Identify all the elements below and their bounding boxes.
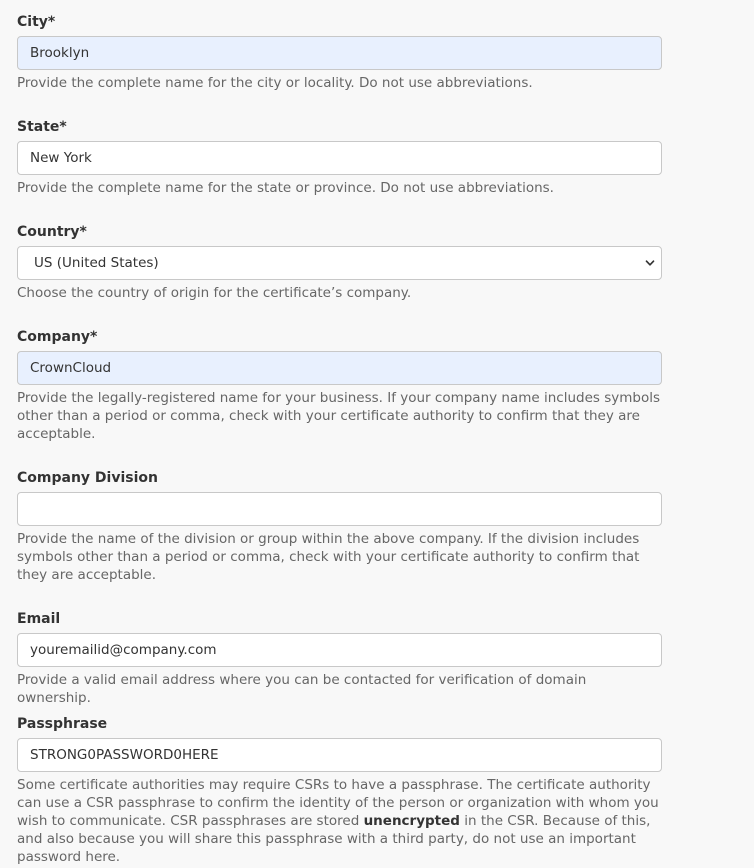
- company-help-text: Provide the legally-registered name for your business. If your company name includes symbols other than a period or comma, check with your certificate authority to confirm that they are acceptable.: [17, 390, 661, 442]
- country-selected-value: US (United States): [34, 255, 159, 271]
- passphrase-help-part-1: Some certificate authorities may require CSRs to have a passphrase. The certificate authority can use a CSR passphrase to confirm the identity of the person or organization with whom you wish to communicate. CSR passphrases are stored: [17, 777, 659, 829]
- division-field-group: [17, 469, 662, 589]
- email-label: Email: [17, 611, 61, 627]
- division-label: Company Division: [17, 470, 158, 486]
- country-select[interactable]: [17, 246, 662, 280]
- state-field-group: [17, 118, 662, 203]
- email-help-text: Provide a valid email address where you can be contacted for verification of domain ownership.: [17, 672, 587, 706]
- passphrase-help-text: [17, 776, 662, 866]
- passphrase-help-part-2: in the CSR. Because of this, and also because you will share this passphrase with a third party, do not use an important password here.: [17, 813, 651, 865]
- city-field-group: [17, 13, 662, 98]
- passphrase-help-emphasis: unencrypted: [363, 813, 460, 829]
- passphrase-input[interactable]: STRONG0PASSWORD0HERE: [17, 738, 662, 772]
- company-input[interactable]: CrownCloud: [17, 351, 662, 385]
- country-field-group: [17, 223, 662, 308]
- email-input[interactable]: youremailid@company.com: [17, 633, 662, 667]
- state-label: State*: [17, 119, 67, 135]
- division-input[interactable]: [17, 492, 662, 526]
- passphrase-field-group: [17, 715, 662, 865]
- company-field-group: [17, 328, 662, 448]
- email-field-group: [17, 610, 662, 706]
- company-label: Company*: [17, 329, 98, 345]
- state-input[interactable]: New York: [17, 141, 662, 175]
- city-input[interactable]: Brooklyn: [17, 36, 662, 70]
- country-help-text: Choose the country of origin for the certificate’s company.: [17, 285, 412, 301]
- country-label: Country*: [17, 224, 87, 240]
- chevron-down-icon: [645, 258, 655, 268]
- city-help-text: Provide the complete name for the city or locality. Do not use abbreviations.: [17, 75, 533, 91]
- state-help-text: Provide the complete name for the state or province. Do not use abbreviations.: [17, 180, 554, 196]
- division-help-text: Provide the name of the division or group within the above company. If the division includes symbols other than a period or comma, check with your certificate authority to confirm that they are acceptable.: [17, 531, 640, 583]
- city-label: City*: [17, 14, 56, 30]
- passphrase-label: Passphrase: [17, 716, 108, 732]
